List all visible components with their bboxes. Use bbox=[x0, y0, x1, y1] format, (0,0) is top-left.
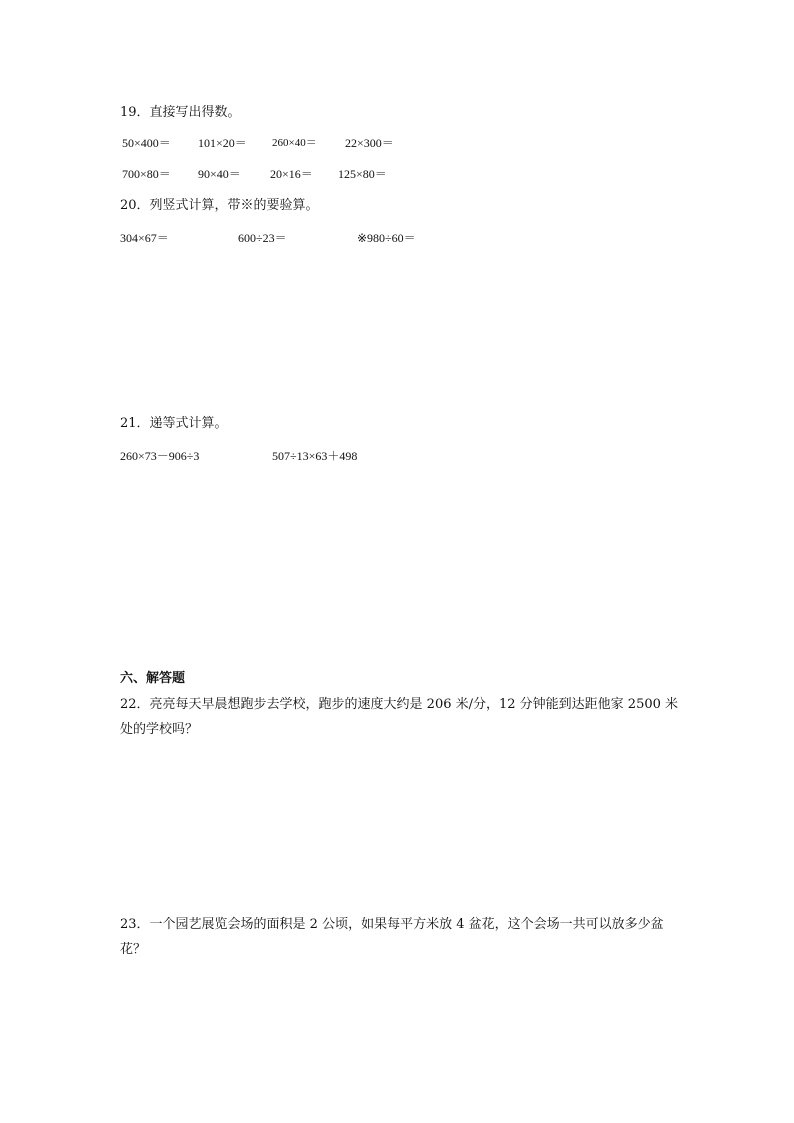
q19-expr-1: 50×400＝ bbox=[122, 136, 171, 150]
section-heading: 六、解答题 bbox=[120, 671, 186, 686]
q19-expr-5: 700×80＝ bbox=[122, 167, 171, 181]
q23-text: 23．一个园艺展览会场的面积是 2 公顷，如果每平方米放 4 盆花，这个会场一共可以放多少盆花？ bbox=[120, 917, 664, 957]
q20-expr-2: 600÷23＝ bbox=[238, 231, 287, 245]
q21-expr-1: 260×73－906÷3 bbox=[120, 449, 200, 463]
q19-expr-8: 125×80＝ bbox=[338, 167, 387, 181]
q19-expr-7: 20×16＝ bbox=[270, 167, 313, 181]
q19-expr-4: 22×300＝ bbox=[345, 136, 394, 150]
q20-expr-3: ※980÷60＝ bbox=[357, 231, 416, 245]
q20-title: 20．列竖式计算，带※的要验算。 bbox=[120, 198, 319, 213]
q22-text: 22．亮亮每天早晨想跑步去学校，跑步的速度大约是 206 米/分，12 分钟能到达距他家 2500 米处的学校吗？ bbox=[120, 697, 679, 737]
q21-title: 21．递等式计算。 bbox=[120, 416, 228, 431]
q21-expr-2: 507÷13×63＋498 bbox=[272, 449, 358, 463]
q19-expr-6: 90×40＝ bbox=[198, 167, 241, 181]
q19-title: 19．直接写出得数。 bbox=[120, 105, 241, 120]
q19-expr-3: 260×40＝ bbox=[272, 137, 317, 149]
q20-expr-1: 304×67＝ bbox=[120, 231, 169, 245]
q19-expr-2: 101×20＝ bbox=[198, 136, 247, 150]
